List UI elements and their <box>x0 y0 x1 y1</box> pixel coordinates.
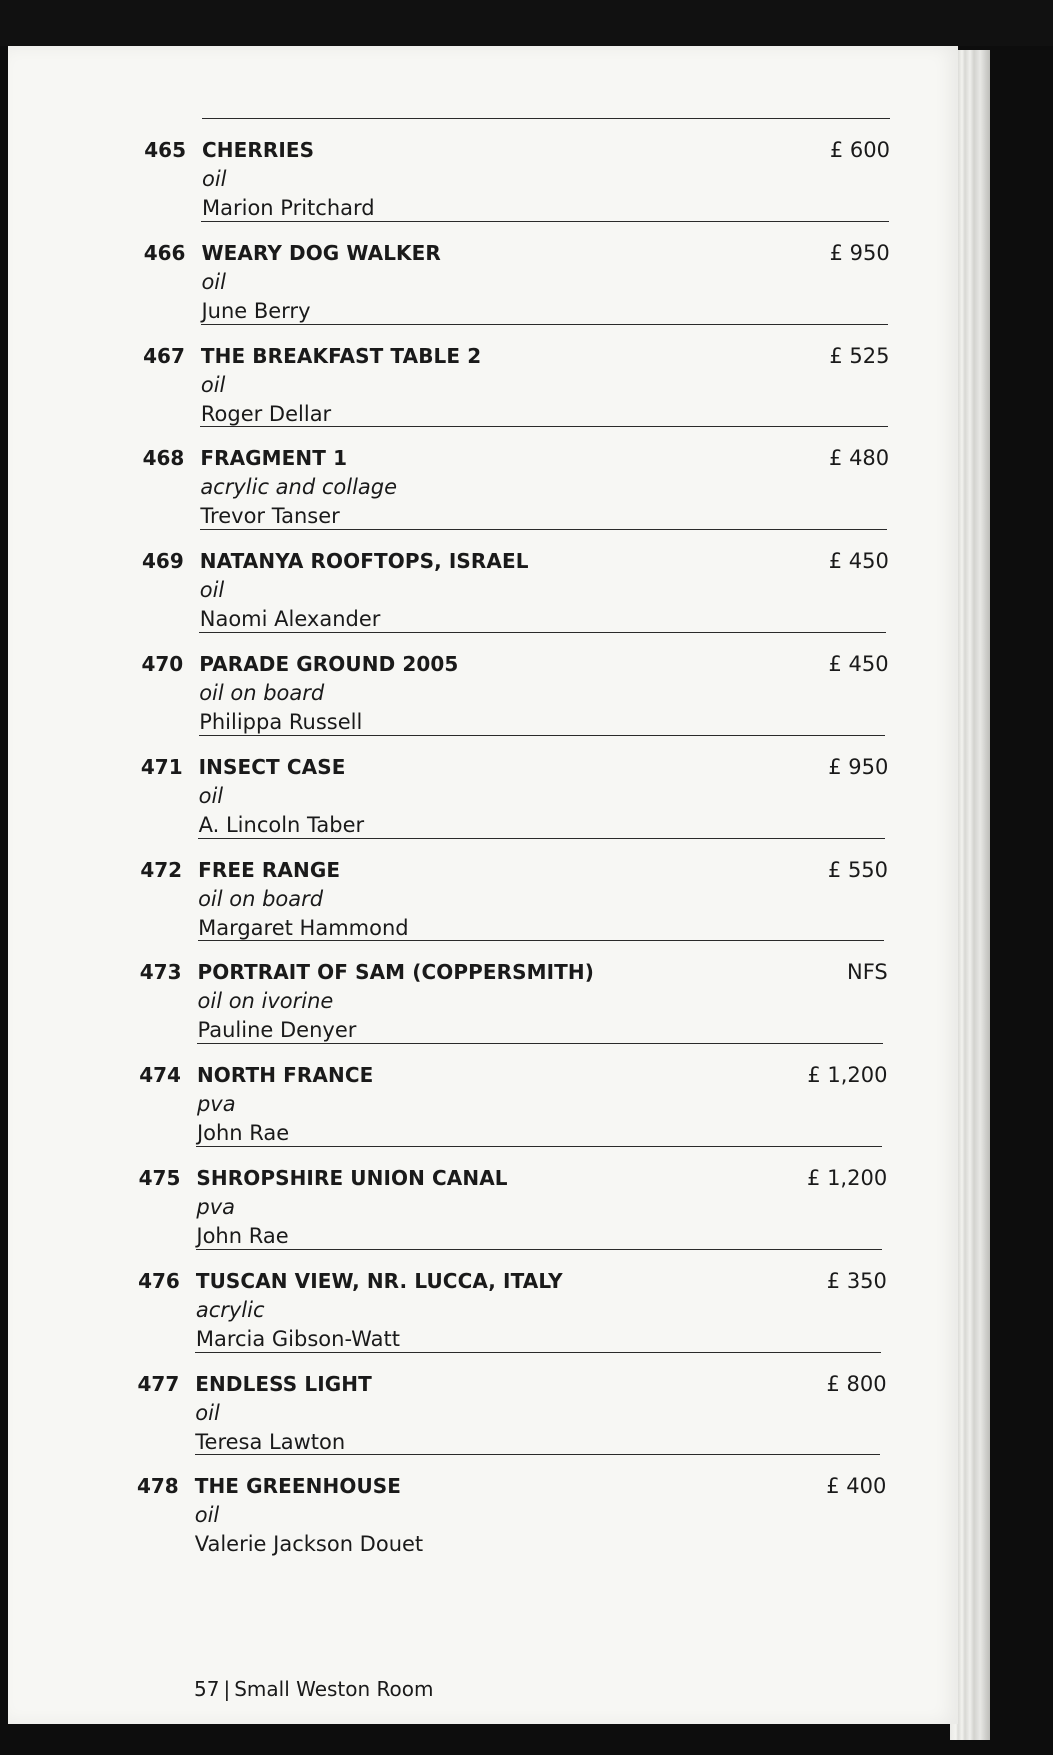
artwork-title: PARADE GROUND 2005 <box>199 652 459 676</box>
lot-number: 467 <box>143 343 185 368</box>
catalogue-entry <box>8 426 958 529</box>
artwork-price: NFS <box>847 960 888 985</box>
artist-name: Margaret Hammond <box>198 915 409 940</box>
entry-divider <box>196 1249 882 1250</box>
artwork-title: THE BREAKFAST TABLE 2 <box>200 343 482 368</box>
artwork-title: PORTRAIT OF SAM (COPPERSMITH) <box>197 960 594 985</box>
scan-background-top <box>0 0 1053 46</box>
lot-number: 471 <box>140 754 183 779</box>
entry-divider <box>200 426 887 427</box>
lot-number: 477 <box>137 1371 180 1396</box>
entry-divider <box>201 324 889 325</box>
artist-name: John Rae <box>196 1121 290 1146</box>
artist-name: John Rae <box>196 1224 289 1248</box>
lot-number: 472 <box>140 857 183 882</box>
lot-number: 469 <box>142 549 184 574</box>
lot-number: 476 <box>138 1268 180 1293</box>
artwork-title: CHERRIES <box>202 138 315 162</box>
entry-divider <box>195 1352 881 1353</box>
entry-divider <box>198 940 884 941</box>
artwork-title: ENDLESS LIGHT <box>195 1371 372 1396</box>
artist-name: Naomi Alexander <box>199 607 381 632</box>
artwork-title: INSECT CASE <box>198 754 346 779</box>
artwork-price: £ 800 <box>826 1371 887 1396</box>
lot-number: 466 <box>143 240 186 265</box>
artwork-title: NATANYA ROOFTOPS, ISRAEL <box>199 549 529 574</box>
catalogue-entry <box>8 221 958 324</box>
artwork-medium: acrylic <box>195 1297 265 1322</box>
catalogue-entry <box>8 1249 958 1352</box>
entry-divider <box>199 632 886 633</box>
artwork-price: £ 1,200 <box>807 1063 888 1088</box>
artwork-title: WEARY DOG WALKER <box>201 240 441 265</box>
artwork-price: £ 350 <box>826 1268 887 1293</box>
entry-divider <box>195 1454 880 1455</box>
artwork-price: £ 1,200 <box>807 1166 888 1190</box>
artist-name: Pauline Denyer <box>197 1018 357 1043</box>
lot-number: 465 <box>144 138 186 162</box>
artist-name: Teresa Lawton <box>195 1429 346 1454</box>
artwork-price: £ 950 <box>828 754 889 779</box>
artist-name: June Berry <box>201 298 311 323</box>
artwork-medium: oil <box>198 783 224 808</box>
entry-divider <box>201 221 889 222</box>
artist-name: Roger Dellar <box>200 401 332 426</box>
artist-name: Valerie Jackson Douet <box>194 1532 424 1557</box>
artwork-medium: oil on board <box>199 681 325 705</box>
catalogue-page <box>8 46 958 1724</box>
artist-name: Philippa Russell <box>199 710 363 734</box>
catalogue-entry <box>8 529 958 632</box>
artwork-price: £ 450 <box>828 549 889 574</box>
artwork-title: TUSCAN VIEW, NR. LUCCA, ITALY <box>195 1268 563 1293</box>
entry-divider <box>196 1146 882 1147</box>
artwork-price: £ 480 <box>829 446 890 471</box>
artwork-medium: pva <box>196 1195 236 1219</box>
artwork-title: FRAGMENT 1 <box>200 446 348 471</box>
catalogue-entry <box>8 838 958 941</box>
artwork-price: £ 400 <box>826 1474 887 1499</box>
artwork-title: THE GREENHOUSE <box>194 1474 402 1499</box>
entry-divider <box>197 1043 883 1044</box>
artwork-title: SHROPSHIRE UNION CANAL <box>196 1166 508 1190</box>
lot-number: 478 <box>136 1474 179 1499</box>
artwork-price: £ 525 <box>829 343 890 368</box>
catalogue-entry <box>8 632 958 735</box>
artwork-price: £ 950 <box>829 240 890 265</box>
footer-separator: | <box>223 1677 231 1701</box>
artist-name: Marcia Gibson-Watt <box>195 1326 400 1351</box>
catalogue-entry <box>8 940 958 1043</box>
lot-number: 475 <box>138 1166 181 1190</box>
catalogue-entry <box>8 1146 958 1249</box>
artist-name: Trevor Tanser <box>200 504 340 529</box>
lot-number: 470 <box>141 652 184 676</box>
catalogue-entry <box>8 1043 958 1146</box>
lot-number: 474 <box>139 1063 181 1088</box>
artwork-medium: oil <box>194 1503 220 1528</box>
artist-name: A. Lincoln Taber <box>198 812 365 837</box>
artwork-price: £ 550 <box>827 857 889 882</box>
catalogue-entry <box>8 735 958 838</box>
entry-divider <box>198 838 885 839</box>
artwork-medium: oil <box>201 269 226 294</box>
section-name: Small Weston Room <box>234 1677 434 1701</box>
artist-name: Marion Pritchard <box>202 196 375 220</box>
artwork-title: FREE RANGE <box>198 857 341 882</box>
artwork-medium: oil <box>202 167 227 191</box>
artwork-medium: acrylic and collage <box>200 475 398 500</box>
artwork-title: NORTH FRANCE <box>196 1063 374 1088</box>
page-footer <box>194 1677 434 1701</box>
artwork-price: £ 450 <box>828 652 889 676</box>
artwork-medium: pva <box>196 1092 236 1117</box>
catalogue-entry <box>8 1352 958 1455</box>
entry-divider <box>202 118 890 119</box>
page-number: 57 <box>194 1677 220 1701</box>
artwork-medium: oil on board <box>198 886 324 911</box>
artwork-price: £ 600 <box>829 138 890 162</box>
entry-divider <box>199 735 886 736</box>
lot-number: 468 <box>142 446 185 471</box>
artwork-medium: oil <box>200 372 226 397</box>
catalogue-entry <box>8 118 958 221</box>
catalogue-entry <box>8 324 958 427</box>
entry-divider <box>200 529 887 530</box>
lot-number: 473 <box>139 960 182 985</box>
artwork-medium: oil on ivorine <box>197 989 334 1014</box>
artwork-medium: oil <box>195 1400 220 1425</box>
artwork-medium: oil <box>199 578 225 603</box>
catalogue-entry <box>8 1454 958 1557</box>
